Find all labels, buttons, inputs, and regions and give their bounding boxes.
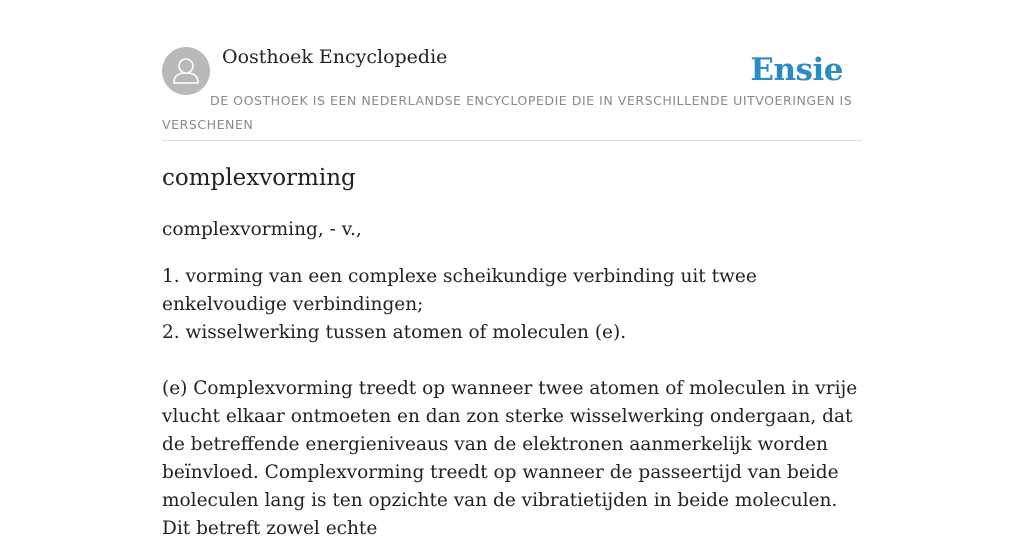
paragraph-text: (e) Complexvorming treedt op wanneer twee atomen of moleculen in vrije vlucht elkaar ontmoeten en dan zon sterke wisselwerking ondergaan, dat de betreffende energieniveaus van de elektronen aanmerkelijk worden beïnvloed. Complexvorming treedt op wanneer de passeertijd van beide moleculen lang is ten opzichte van de vibratietijden in beide moleculen. Dit betreft zowel echte xyxy=(162,378,858,539)
source-name[interactable]: Oosthoek Encyclopedie xyxy=(222,46,448,68)
definition-item: 2. wisselwerking tussen atomen of moleculen (e). xyxy=(162,322,627,343)
source-description: DE OOSTHOEK IS EEN NEDERLANDSE ENCYCLOPEDIE DIE IN VERSCHILLENDE UITVOERINGEN IS VERSCHENEN xyxy=(162,93,853,132)
user-avatar-icon[interactable] xyxy=(162,47,210,95)
article xyxy=(162,160,862,543)
definition-item: 1. vorming van een complexe scheikundige verbinding uit twee enkelvoudige verbindingen; xyxy=(162,266,757,315)
page-title: complexvorming xyxy=(162,165,356,191)
source-header xyxy=(162,0,862,141)
definition-list xyxy=(162,263,862,347)
article-paragraph xyxy=(162,375,862,543)
ensie-logo[interactable]: Ensie xyxy=(750,52,843,88)
headword: complexvorming, - v., xyxy=(162,219,362,240)
